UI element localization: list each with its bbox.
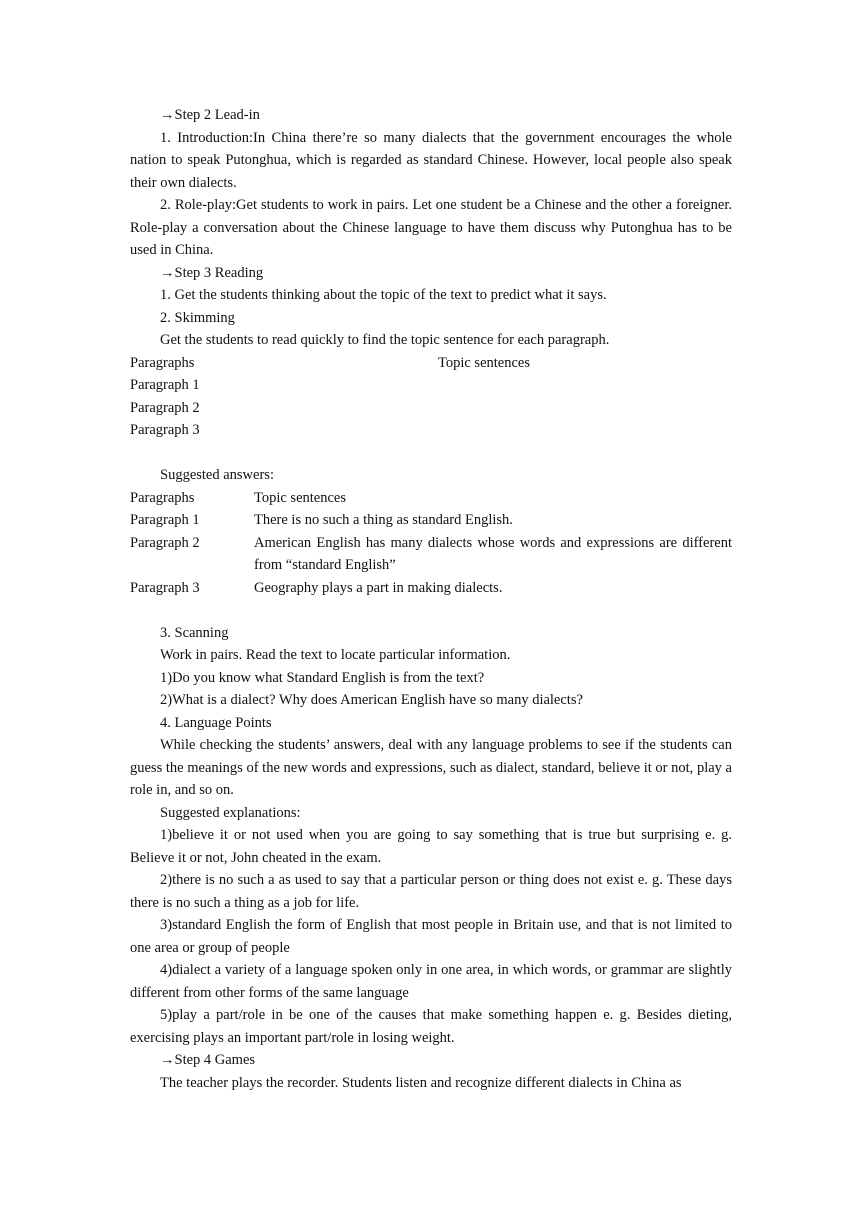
explanation-item: 2)there is no such a as used to say that a particular person or thing does not exist e. g. These days there is no such a thing as a job for life.	[130, 872, 732, 911]
step2-introduction: 1. Introduction:In China there’re so many dialects that the government encourages the whole nation to speak Putonghua, which is regarded as standard Chinese. However, local people also speak their own dialects.	[130, 129, 732, 191]
table-header-row	[130, 487, 732, 510]
step3-item1: 1. Get the students thinking about the topic of the text to predict what it says.	[160, 287, 607, 303]
table-header-topic-sentences: Topic sentences	[254, 489, 346, 506]
table-cell-sentence: Geography plays a part in making dialects.	[254, 579, 503, 596]
table-cell-paragraph: Paragraph 3	[130, 579, 200, 596]
scanning-question-2: 2)What is a dialect? Why does American English have so many dialects?	[160, 692, 583, 708]
topic-table-blank	[130, 352, 732, 442]
document-page	[130, 104, 732, 1094]
explanation-item: 4)dialect a variety of a language spoken only in one area, in which words, or grammar are slightly different from other forms of the same language	[130, 962, 732, 1001]
skimming-heading: 2. Skimming	[160, 309, 235, 326]
table-header-paragraphs: Paragraphs	[130, 354, 195, 371]
table-row: Paragraph 1	[130, 377, 200, 393]
table-row	[130, 532, 732, 577]
explanation-item: 5)play a part/role in be one of the causes that make something happen e. g. Besides dieting, exercising plays an important part/role in losing weight.	[130, 1007, 732, 1046]
table-header-topic-sentences: Topic sentences	[438, 354, 530, 371]
scanning-instruction: Work in pairs. Read the text to locate particular information.	[160, 647, 511, 663]
explanation-item: 1)believe it or not used when you are going to say something that is true but surprising e. g. Believe it or not, John cheated in the exam.	[130, 827, 732, 866]
step4-heading: →Step 4 Games	[160, 1052, 256, 1068]
table-cell-paragraph: Paragraph 2	[130, 534, 200, 551]
explanation-item: 3)standard English the form of English that most people in Britain use, and that is not limited to one area or group of people	[130, 917, 732, 956]
table-row	[130, 577, 732, 600]
step4-text: The teacher plays the recorder. Students listen and recognize different dialects in China as	[160, 1074, 682, 1091]
table-cell-sentence: There is no such a thing as standard English.	[254, 512, 513, 528]
topic-table-answers	[130, 487, 732, 600]
step2-heading: →Step 2 Lead-in	[160, 107, 260, 123]
table-cell-paragraph: Paragraph 1	[130, 512, 200, 528]
table-row: Paragraph 2	[130, 399, 200, 416]
step2-roleplay: 2. Role-play:Get students to work in pairs. Let one student be a Chinese and the other a foreigner. Role-play a conversation about the Chinese language to have them discuss why Putonghua has to be used in China.	[130, 197, 732, 258]
table-row	[130, 509, 732, 532]
table-cell-sentence: American English has many dialects whose words and expressions are different from “standard English”	[254, 534, 732, 573]
suggested-answers-label: Suggested answers:	[160, 467, 274, 483]
language-points-heading: 4. Language Points	[160, 714, 272, 731]
scanning-heading: 3. Scanning	[160, 624, 229, 641]
language-points-text: While checking the students’ answers, deal with any language problems to see if the students can guess the meanings of the new words and expressions, such as dialect, standard, believe it or not, play a role in, and so on.	[130, 737, 732, 798]
table-header-row	[130, 352, 732, 375]
skimming-instruction: Get the students to read quickly to find the topic sentence for each paragraph.	[160, 332, 610, 348]
step3-heading: →Step 3 Reading	[160, 264, 264, 281]
suggested-explanations-label: Suggested explanations:	[160, 804, 301, 821]
table-header-paragraphs: Paragraphs	[130, 489, 195, 506]
scanning-question-1: 1)Do you know what Standard English is from the text?	[160, 669, 485, 686]
table-row: Paragraph 3	[130, 422, 200, 438]
